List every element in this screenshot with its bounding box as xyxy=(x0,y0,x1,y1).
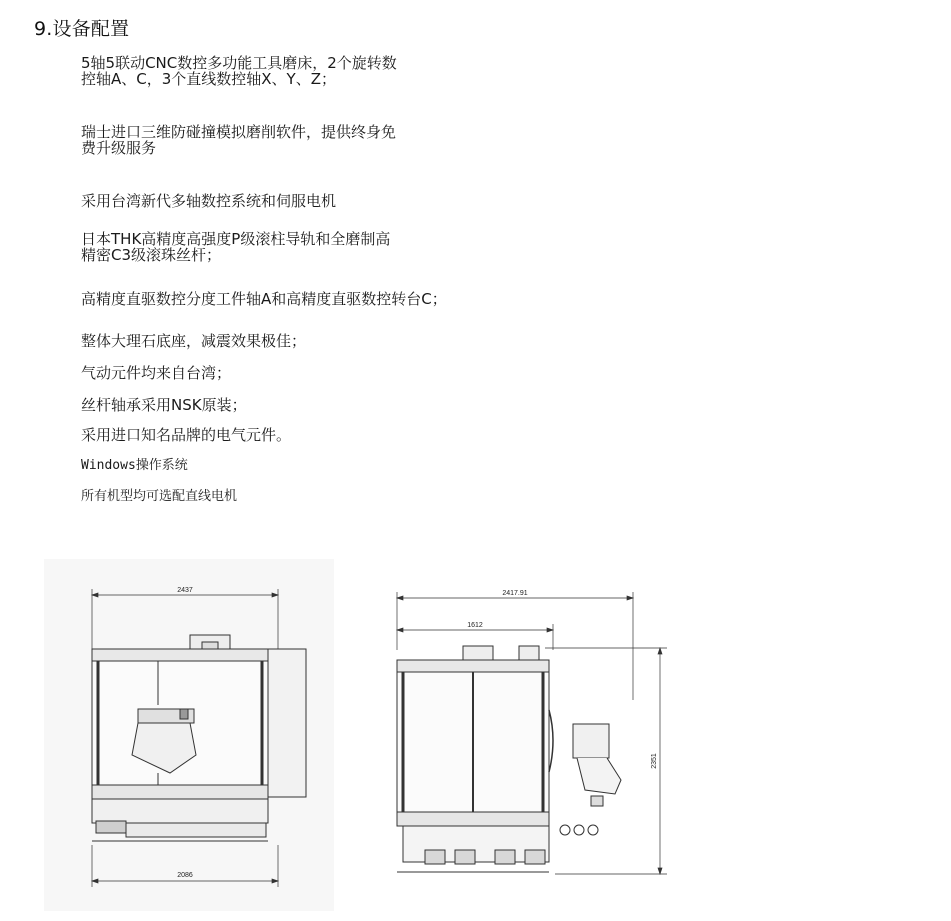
spec-item-8: 丝杆轴承采用NSK原装； xyxy=(81,396,247,414)
side-total-dimension-label: 2417.91 xyxy=(502,590,528,597)
side-machine-body xyxy=(397,646,621,872)
spec-item-1: 5轴5联动CNC数控多功能工具磨床，2个旋转数 控轴A、C，3个直线数控轴X、Y、Z； xyxy=(81,54,397,88)
side-partial-dimension-label: 1612 xyxy=(467,622,483,629)
spec-item-5: 高精度直驱数控分度工件轴A和高精度直驱数控转台C； xyxy=(81,290,447,308)
front-top-dimension-label: 2437 xyxy=(177,587,193,594)
front-bottom-dimension-label: 2086 xyxy=(177,872,193,879)
side-height-dimension-label: 2351 xyxy=(651,753,658,769)
section-heading: 9.设备配置 xyxy=(34,18,130,40)
side-view-drawing xyxy=(385,580,685,880)
spec-item-11: 所有机型均可选配直线电机 xyxy=(81,489,238,504)
spec-item-9: 采用进口知名品牌的电气元件。 xyxy=(81,426,292,444)
spec-item-6: 整体大理石底座，减震效果极佳； xyxy=(81,332,307,350)
front-view-drawing xyxy=(40,555,340,915)
spec-item-3: 采用台湾新代多轴数控系统和伺服电机 xyxy=(81,192,337,210)
spec-item-4: 日本THK高精度高强度P级滚柱导轨和全磨制高 精密C3级滚珠丝杆； xyxy=(81,230,391,264)
spec-item-7: 气动元件均来自台湾； xyxy=(81,364,232,382)
spec-item-10: Windows操作系统 xyxy=(81,458,188,473)
spec-item-2: 瑞士进口三维防碰撞模拟磨削软件，提供终身免 费升级服务 xyxy=(81,123,397,157)
